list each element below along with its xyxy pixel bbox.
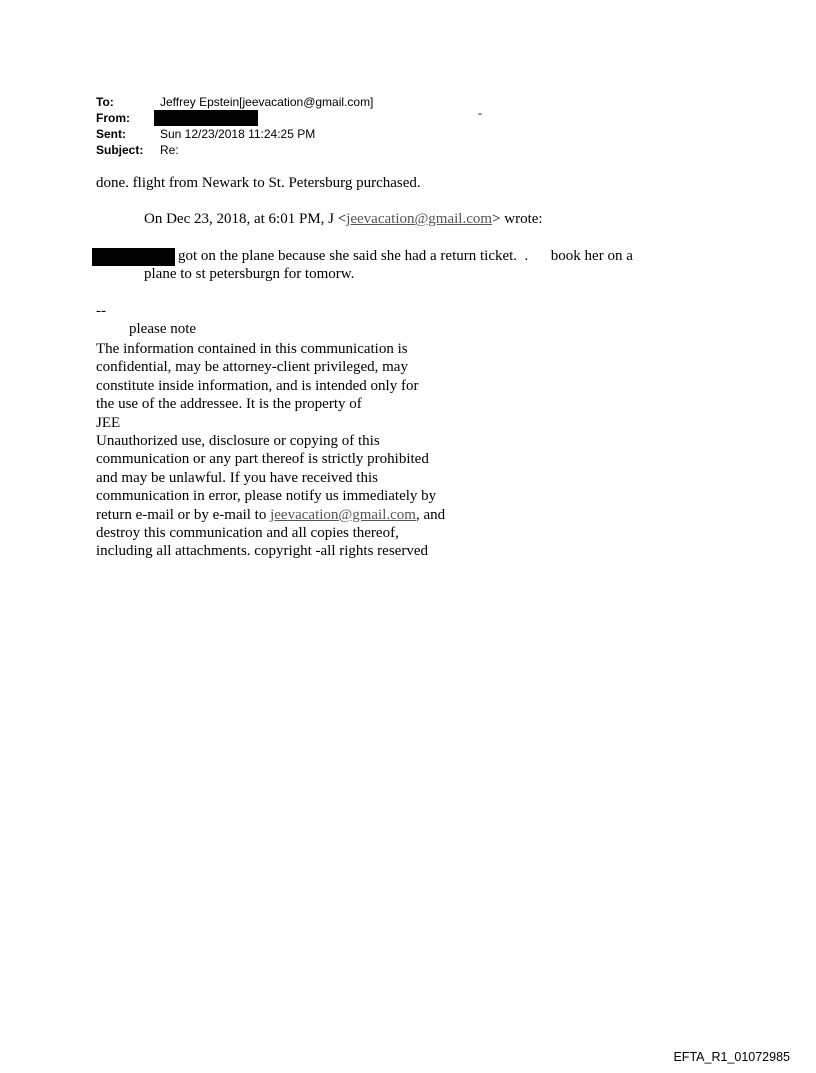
quoted-line-1: got on the plane because she said she had a return ticket. . book her on a — [178, 248, 633, 264]
disclaimer-line: Unauthorized use, disclosure or copying of this — [96, 433, 380, 450]
disclaimer-line: confidential, may be attorney-client privileged, may — [96, 359, 408, 376]
sent-value: Sun 12/23/2018 11:24:25 PM — [160, 127, 316, 141]
signature-email-link[interactable]: jeevacation@gmail.com — [270, 506, 416, 523]
disclaimer-return-line — [96, 506, 445, 524]
quote-intro-pre: On Dec 23, 2018, at 6:01 PM, J < — [144, 211, 347, 227]
subject-value: Re: — [160, 143, 179, 157]
quoted-line-2: plane to st petersburgn for tomorw. — [144, 266, 355, 282]
quoted-redaction — [92, 248, 175, 266]
disclaimer-line: communication or any part thereof is strictly prohibited — [96, 451, 429, 468]
disclaimer-line: JEE — [96, 414, 121, 431]
return-post: , and — [415, 506, 446, 523]
from-label: From: — [96, 111, 130, 125]
signature-note: please note — [129, 321, 197, 337]
to-label: To: — [96, 95, 114, 109]
signature-disclaimer — [96, 340, 445, 561]
document-id: EFTA_R1_01072985 — [673, 1050, 790, 1064]
sent-label: Sent: — [96, 127, 126, 141]
quote-intro — [144, 211, 543, 228]
stray-mark: - — [478, 106, 482, 120]
subject-label: Subject: — [96, 143, 144, 157]
to-value: Jeffrey Epstein[jeevacation@gmail.com] — [160, 95, 374, 109]
disclaimer-line: constitute inside information, and is intended only for — [96, 377, 419, 394]
disclaimer-line: and may be unlawful. If you have received this — [96, 469, 378, 486]
return-pre: return e-mail or by e-mail to — [96, 506, 271, 523]
quote-email-link[interactable]: jeevacation@gmail.com — [346, 211, 493, 227]
disclaimer-line: the use of the addressee. It is the property of — [96, 396, 362, 413]
reply-text: done. flight from Newark to St. Petersburg purchased. — [96, 175, 421, 191]
signature-separator: -- — [96, 303, 106, 319]
disclaimer-line: The information contained in this communication is — [96, 341, 408, 357]
quote-intro-post: > wrote: — [492, 211, 543, 227]
disclaimer-line: including all attachments. copyright -all rights reserved — [96, 543, 428, 560]
disclaimer-line: destroy this communication and all copies thereof, — [96, 525, 399, 542]
disclaimer-line: communication in error, please notify us immediately by — [96, 488, 437, 505]
from-redaction — [154, 110, 258, 126]
